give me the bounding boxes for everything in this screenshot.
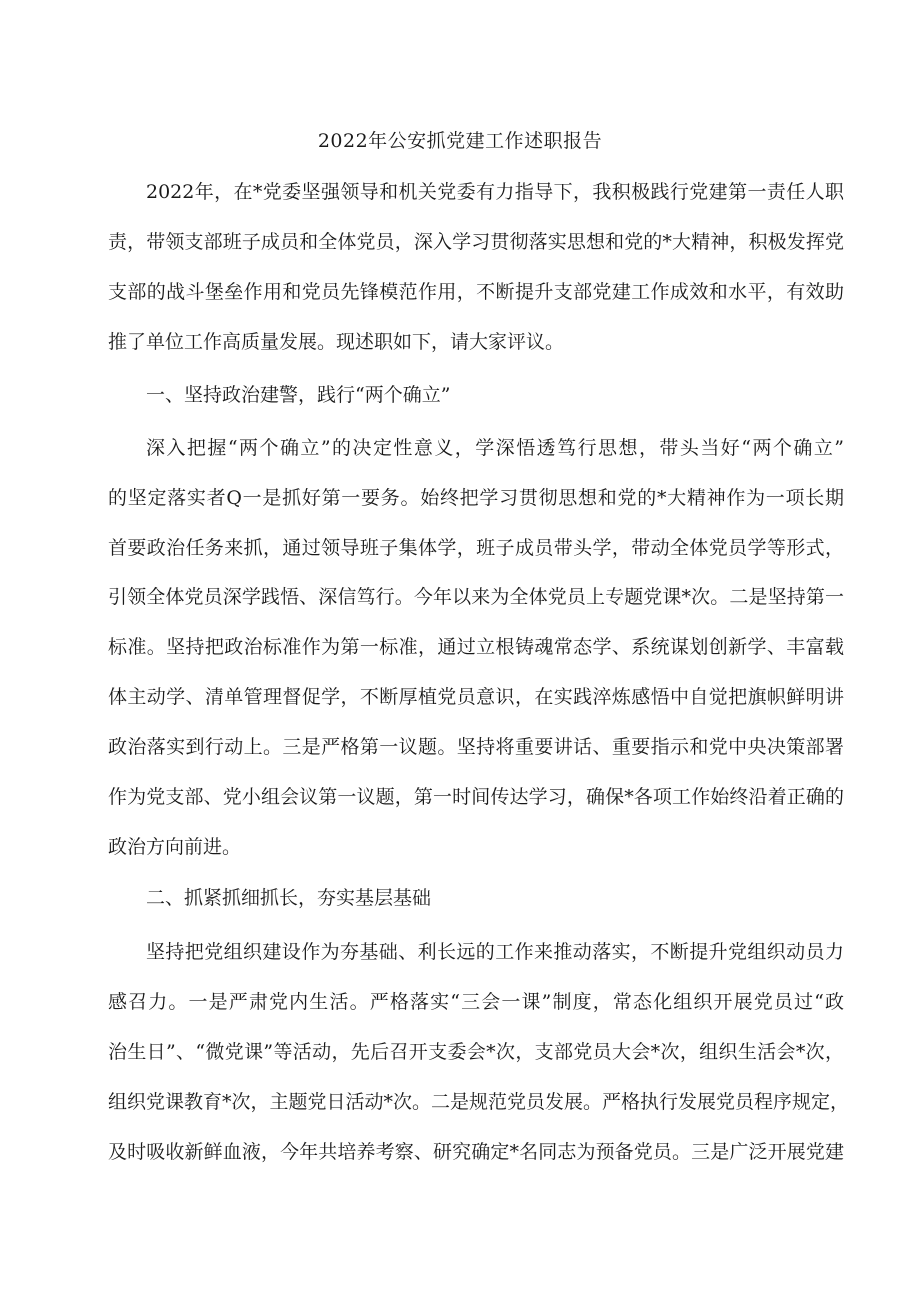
paragraph-line: 标准。坚持把政治标准作为第一标准，通过立根铸魂常态学、系统谋划创新学、丰富载 — [108, 636, 844, 658]
paragraph-line: 责，带领支部班子成员和全体党员，深入学习贯彻落实思想和党的*大精神，积极发挥党 — [108, 231, 844, 253]
paragraph-line: 坚持把党组织建设作为夯基础、利长远的工作来推动落实，不断提升党组织动员力 — [146, 941, 844, 963]
paragraph-line: 推了单位工作高质量发展。现述职如下，请大家评议。 — [108, 331, 565, 353]
section-heading-1: 一、坚持政治建警，践行“两个确立” — [146, 384, 451, 406]
paragraph-line: 深入把握“两个确立”的决定性意义，学深悟透笃行思想，带头当好“两个确立” — [146, 437, 844, 459]
paragraph-line: 治生日”、“微党课”等活动，先后召开支委会*次，支部党员大会*次，组织生活会*次， — [108, 1041, 844, 1063]
paragraph-line: 感召力。一是严肃党内生活。严格落实“三会一课”制度，常态化组织开展党员过“政 — [108, 991, 844, 1013]
paragraph-line: 政治落实到行动上。三是严格第一议题。坚持将重要讲话、重要指示和党中央决策部署 — [108, 736, 844, 758]
paragraph-line: 首要政治任务来抓，通过领导班子集体学，班子成员带头学，带动全体党员学等形式， — [108, 537, 844, 559]
paragraph-line: 体主动学、清单管理督促学，不断厚植党员意识，在实践淬炼感悟中自觉把旗帜鲜明讲 — [108, 686, 844, 708]
section-heading-2: 二、抓紧抓细抓长，夯实基层基础 — [146, 887, 432, 909]
paragraph-line: 作为党支部、党小组会议第一议题，第一时间传达学习，确保*各项工作始终沿着正确的 — [108, 786, 844, 808]
paragraph-line: 支部的战斗堡垒作用和党员先锋模范作用，不断提升支部党建工作成效和水平，有效助 — [108, 281, 844, 303]
paragraph-line: 引领全体党员深学践悟、深信笃行。今年以来为全体党员上专题党课*次。二是坚持第一 — [108, 586, 844, 608]
paragraph-line: 及时吸收新鲜血液，今年共培养考察、研究确定*名同志为预备党员。三是广泛开展党建 — [108, 1141, 844, 1163]
paragraph-line: 2022年，在*党委坚强领导和机关党委有力指导下，我积极践行党建第一责任人职 — [146, 181, 844, 203]
paragraph-line: 组织党课教育*次，主题党日活动*次。二是规范党员发展。严格执行发展党员程序规定， — [108, 1091, 850, 1113]
document-title: 2022年公安抓党建工作述职报告 — [317, 130, 603, 152]
paragraph-line: 的坚定落实者Q一是抓好第一要务。始终把学习贯彻思想和党的*大精神作为一项长期 — [108, 487, 844, 509]
paragraph-line: 政治方向前进。 — [108, 836, 242, 858]
